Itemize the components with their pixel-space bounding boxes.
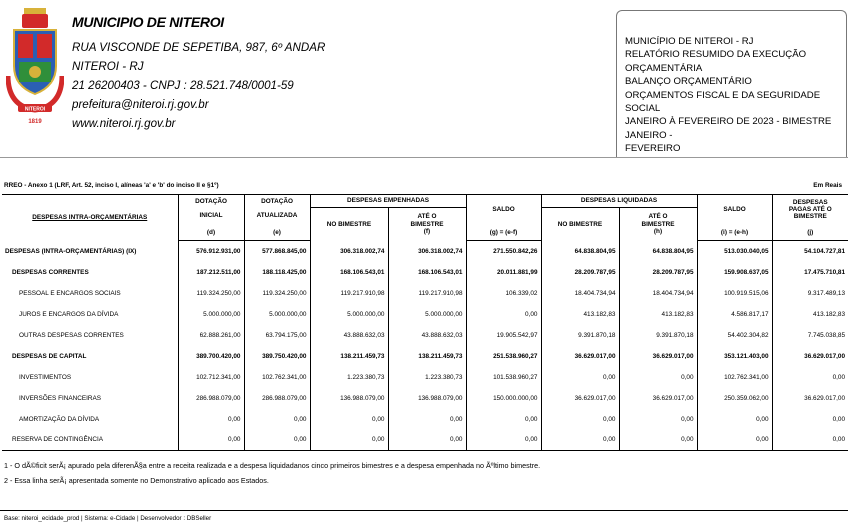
cell-value: 54.402.304,82 bbox=[697, 325, 772, 346]
entity-email: prefeitura@niteroi.rj.gov.br bbox=[72, 98, 209, 111]
entity-website: www.niteroi.rj.gov.br bbox=[72, 117, 176, 130]
cell-value: 43.888.632,03 bbox=[388, 325, 466, 346]
col-header-g: (g) = (e-f) bbox=[466, 225, 541, 241]
cell-value: 0,00 bbox=[541, 430, 619, 451]
cell-value: 119.324.250,00 bbox=[244, 283, 310, 304]
cell-value: 0,00 bbox=[244, 409, 310, 430]
cell-value: 0,00 bbox=[772, 409, 848, 430]
report-title-line: FEVEREIRO bbox=[625, 143, 681, 155]
entity-city: NITEROI - RJ bbox=[72, 60, 144, 73]
cell-value: 389.700.420,00 bbox=[178, 346, 244, 367]
cell-value: 0,00 bbox=[466, 409, 541, 430]
cell-value: 168.106.543,01 bbox=[310, 262, 388, 283]
cell-value: 0,00 bbox=[619, 430, 697, 451]
cell-value: 413.182,83 bbox=[772, 304, 848, 325]
cell-value: 36.629.017,00 bbox=[541, 346, 619, 367]
report-title-line: RELATÓRIO RESUMIDO DA EXECUÇÃO ORÇAMENTÁRIA bbox=[625, 49, 807, 74]
cell-value: 286.988.079,00 bbox=[178, 388, 244, 409]
table-row bbox=[2, 367, 848, 388]
table-row bbox=[2, 346, 848, 367]
cell-value: 64.838.804,95 bbox=[619, 241, 697, 262]
entity-name: MUNICIPIO DE NITEROI bbox=[72, 14, 224, 30]
cell-value: 0,00 bbox=[310, 430, 388, 451]
cell-value: 0,00 bbox=[388, 409, 466, 430]
cell-value: 0,00 bbox=[310, 409, 388, 430]
cell-value: 577.868.845,00 bbox=[244, 241, 310, 262]
cell-value: 18.404.734,94 bbox=[619, 283, 697, 304]
cell-value: 1.223.380,73 bbox=[310, 367, 388, 388]
col-header-saldo-g: SALDO bbox=[466, 195, 541, 225]
cell-value: 0,00 bbox=[178, 430, 244, 451]
entity-info bbox=[72, 14, 325, 130]
col-header-d: (d) bbox=[178, 225, 244, 241]
table-row bbox=[2, 304, 848, 325]
cell-value: 413.182,83 bbox=[619, 304, 697, 325]
cell-value: 0,00 bbox=[388, 430, 466, 451]
footnote-1: 1 - O dÃ©ficit serÃ¡ apurado pela diferenÃ§a entre a receita realizada e a despesa liquidadanos cinco primeiros bimestres e a despesa empenhada no Ãºltimo bimestre. bbox=[4, 461, 541, 470]
cell-value: 353.121.403,00 bbox=[697, 346, 772, 367]
cell-value: 271.550.842,26 bbox=[466, 241, 541, 262]
col-header-liquidadas: DESPESAS LIQUIDADAS bbox=[541, 195, 697, 208]
cell-value: 63.794.175,00 bbox=[244, 325, 310, 346]
row-label: DESPESAS (INTRA-ORÇAMENTÁRIAS) (IX) bbox=[5, 247, 137, 255]
header-divider bbox=[0, 157, 848, 158]
cell-value: 101.538.960,27 bbox=[466, 367, 541, 388]
cell-value: 20.011.881,99 bbox=[466, 262, 541, 283]
cell-value: 28.209.787,95 bbox=[619, 262, 697, 283]
cell-value: 18.404.734,94 bbox=[541, 283, 619, 304]
report-title-line: MUNICÍPIO DE NITEROI - RJ bbox=[625, 36, 754, 47]
cell-value: 54.104.727,81 bbox=[772, 241, 848, 262]
cell-value: 0,00 bbox=[466, 430, 541, 451]
report-title-line: ORÇAMENTOS FISCAL E DA SEGURIDADE SOCIAL bbox=[625, 89, 821, 115]
cell-value: 106.339,02 bbox=[466, 283, 541, 304]
row-label: INVERSÕES FINANCEIRAS bbox=[19, 394, 102, 402]
cell-value: 5.000.000,00 bbox=[244, 304, 310, 325]
cell-value: 36.629.017,00 bbox=[619, 346, 697, 367]
cell-value: 62.888.261,00 bbox=[178, 325, 244, 346]
cell-value: 43.888.632,03 bbox=[310, 325, 388, 346]
report-header bbox=[0, 0, 848, 158]
cell-value: 102.712.341,00 bbox=[178, 367, 244, 388]
cell-value: 36.629.017,00 bbox=[772, 346, 848, 367]
coat-of-arms-logo bbox=[6, 6, 64, 126]
cell-value: 250.359.062,00 bbox=[697, 388, 772, 409]
cell-value: 4.586.817,17 bbox=[697, 304, 772, 325]
cell-value: 576.912.931,00 bbox=[178, 241, 244, 262]
svg-text:NITEROI: NITEROI bbox=[24, 106, 46, 113]
table-row bbox=[2, 409, 848, 430]
footer-text: Base: niteroi_ecidade_prod | Sistema: e-Cidade | Desenvolvedor : DBSeller bbox=[4, 515, 212, 522]
table-row bbox=[2, 283, 848, 304]
entity-address: RUA VISCONDE DE SEPETIBA, 987, 6º ANDAR bbox=[72, 41, 326, 54]
cell-value: 0,00 bbox=[244, 430, 310, 451]
col-header-saldo-i: SALDO bbox=[697, 195, 772, 225]
row-label: PESSOAL E ENCARGOS SOCIAIS bbox=[19, 289, 121, 297]
cell-value: 389.750.420,00 bbox=[244, 346, 310, 367]
cell-value: 5.000.000,00 bbox=[388, 304, 466, 325]
cell-value: 0,00 bbox=[619, 409, 697, 430]
cell-value: 136.988.079,00 bbox=[310, 388, 388, 409]
cell-value: 138.211.459,73 bbox=[388, 346, 466, 367]
report-title-box bbox=[616, 10, 847, 158]
cell-value: 9.317.489,13 bbox=[772, 283, 848, 304]
cell-value: 0,00 bbox=[619, 367, 697, 388]
footnote-2: 2 - Essa linha serÃ¡ apresentada somente no Demonstrativo aplicado aos Estados. bbox=[4, 476, 269, 485]
row-label: DESPESAS DE CAPITAL bbox=[12, 352, 87, 360]
cell-value: 136.988.079,00 bbox=[388, 388, 466, 409]
cell-value: 0,00 bbox=[178, 409, 244, 430]
table-row bbox=[2, 241, 848, 262]
col-header-empenhadas: DESPESAS EMPENHADAS bbox=[310, 195, 466, 208]
cell-value: 0,00 bbox=[772, 367, 848, 388]
cell-value: 0,00 bbox=[541, 367, 619, 388]
cell-value: 9.391.870,18 bbox=[619, 325, 697, 346]
cell-value: 7.745.038,85 bbox=[772, 325, 848, 346]
cell-value: 187.212.511,00 bbox=[178, 262, 244, 283]
row-label: AMORTIZAÇÃO DA DÍVIDA bbox=[19, 415, 100, 423]
cell-value: 0,00 bbox=[697, 409, 772, 430]
unit-label: Em Reais bbox=[813, 182, 842, 189]
cell-value: 9.391.870,18 bbox=[541, 325, 619, 346]
cell-value: 168.106.543,01 bbox=[388, 262, 466, 283]
cell-value: 5.000.000,00 bbox=[178, 304, 244, 325]
col-header-dot-atual-sub: ATUALIZADA bbox=[244, 208, 310, 225]
row-label: JUROS E ENCARGOS DA DÍVIDA bbox=[19, 310, 119, 318]
cell-value: 119.217.910,98 bbox=[310, 283, 388, 304]
col-header-dot-inicial-sub: INICIAL bbox=[178, 208, 244, 225]
cell-value: 102.762.341,00 bbox=[244, 367, 310, 388]
row-label: OUTRAS DESPESAS CORRENTES bbox=[19, 331, 124, 339]
col-header-j: (j) bbox=[772, 225, 848, 241]
cell-value: 413.182,83 bbox=[541, 304, 619, 325]
cell-value: 19.905.542,97 bbox=[466, 325, 541, 346]
cell-value: 0,00 bbox=[697, 430, 772, 451]
cell-value: 0,00 bbox=[466, 304, 541, 325]
col-header-i: (i) = (e-h) bbox=[697, 225, 772, 241]
cell-value: 17.475.710,81 bbox=[772, 262, 848, 283]
cell-value: 251.538.960,27 bbox=[466, 346, 541, 367]
entity-phone-cnpj: 21 26200403 - CNPJ : 28.521.748/0001-59 bbox=[72, 79, 294, 92]
cell-value: 28.209.787,95 bbox=[541, 262, 619, 283]
col-header-dot-atual: DOTAÇÃO bbox=[244, 195, 310, 208]
system-footer bbox=[0, 510, 848, 522]
report-title-line: BALANÇO ORÇAMENTÁRIO bbox=[625, 76, 752, 88]
cell-value: 150.000.000,00 bbox=[466, 388, 541, 409]
col-header-description: DESPESAS INTRA-ORÇAMENTÁRIAS bbox=[32, 214, 148, 222]
cell-value: 64.838.804,95 bbox=[541, 241, 619, 262]
cell-value: 36.629.017,00 bbox=[772, 388, 848, 409]
col-header-emp-ate: ATÉ O BIMESTRE (f) bbox=[388, 208, 466, 241]
table-row bbox=[2, 325, 848, 346]
annex-label: RREO - Anexo 1 (LRF, Art. 52, inciso I, alíneas 'a' e 'b' do inciso II e §1º) bbox=[4, 182, 219, 189]
report-title-line: JANEIRO À FEVEREIRO DE 2023 - BIMESTRE JANEIRO - bbox=[625, 116, 832, 141]
cell-value: 5.000.000,00 bbox=[310, 304, 388, 325]
col-header-pagas: DESPESAS PAGAS ATÉ O BIMESTRE bbox=[772, 195, 848, 225]
budget-table bbox=[2, 194, 848, 451]
cell-value: 286.988.079,00 bbox=[244, 388, 310, 409]
col-header-dot-inicial: DOTAÇÃO bbox=[178, 195, 244, 208]
cell-value: 159.908.637,05 bbox=[697, 262, 772, 283]
svg-text:1819: 1819 bbox=[28, 119, 42, 125]
cell-value: 306.318.002,74 bbox=[310, 241, 388, 262]
table-row bbox=[2, 388, 848, 409]
cell-value: 0,00 bbox=[541, 409, 619, 430]
cell-value: 306.318.002,74 bbox=[388, 241, 466, 262]
col-header-liq-ate: ATÉ O BIMESTRE (h) bbox=[619, 208, 697, 241]
cell-value: 119.217.910,98 bbox=[388, 283, 466, 304]
cell-value: 0,00 bbox=[772, 430, 848, 451]
cell-value: 138.211.459,73 bbox=[310, 346, 388, 367]
row-label: RESERVA DE CONTINGÊNCIA bbox=[2, 430, 178, 451]
cell-value: 102.762.341,00 bbox=[697, 367, 772, 388]
table-row bbox=[2, 430, 848, 451]
cell-value: 119.324.250,00 bbox=[178, 283, 244, 304]
col-header-emp-bimestre: NO BIMESTRE bbox=[310, 208, 388, 241]
cell-value: 188.118.425,00 bbox=[244, 262, 310, 283]
cell-value: 100.919.515,06 bbox=[697, 283, 772, 304]
cell-value: 36.629.017,00 bbox=[619, 388, 697, 409]
cell-value: 36.629.017,00 bbox=[541, 388, 619, 409]
row-label: INVESTIMENTOS bbox=[19, 373, 72, 381]
table-row bbox=[2, 262, 848, 283]
cell-value: 1.223.380,73 bbox=[388, 367, 466, 388]
cell-value: 513.030.040,05 bbox=[697, 241, 772, 262]
col-header-liq-bimestre: NO BIMESTRE bbox=[541, 208, 619, 241]
row-label: DESPESAS CORRENTES bbox=[12, 268, 89, 276]
col-header-e: (e) bbox=[244, 225, 310, 241]
